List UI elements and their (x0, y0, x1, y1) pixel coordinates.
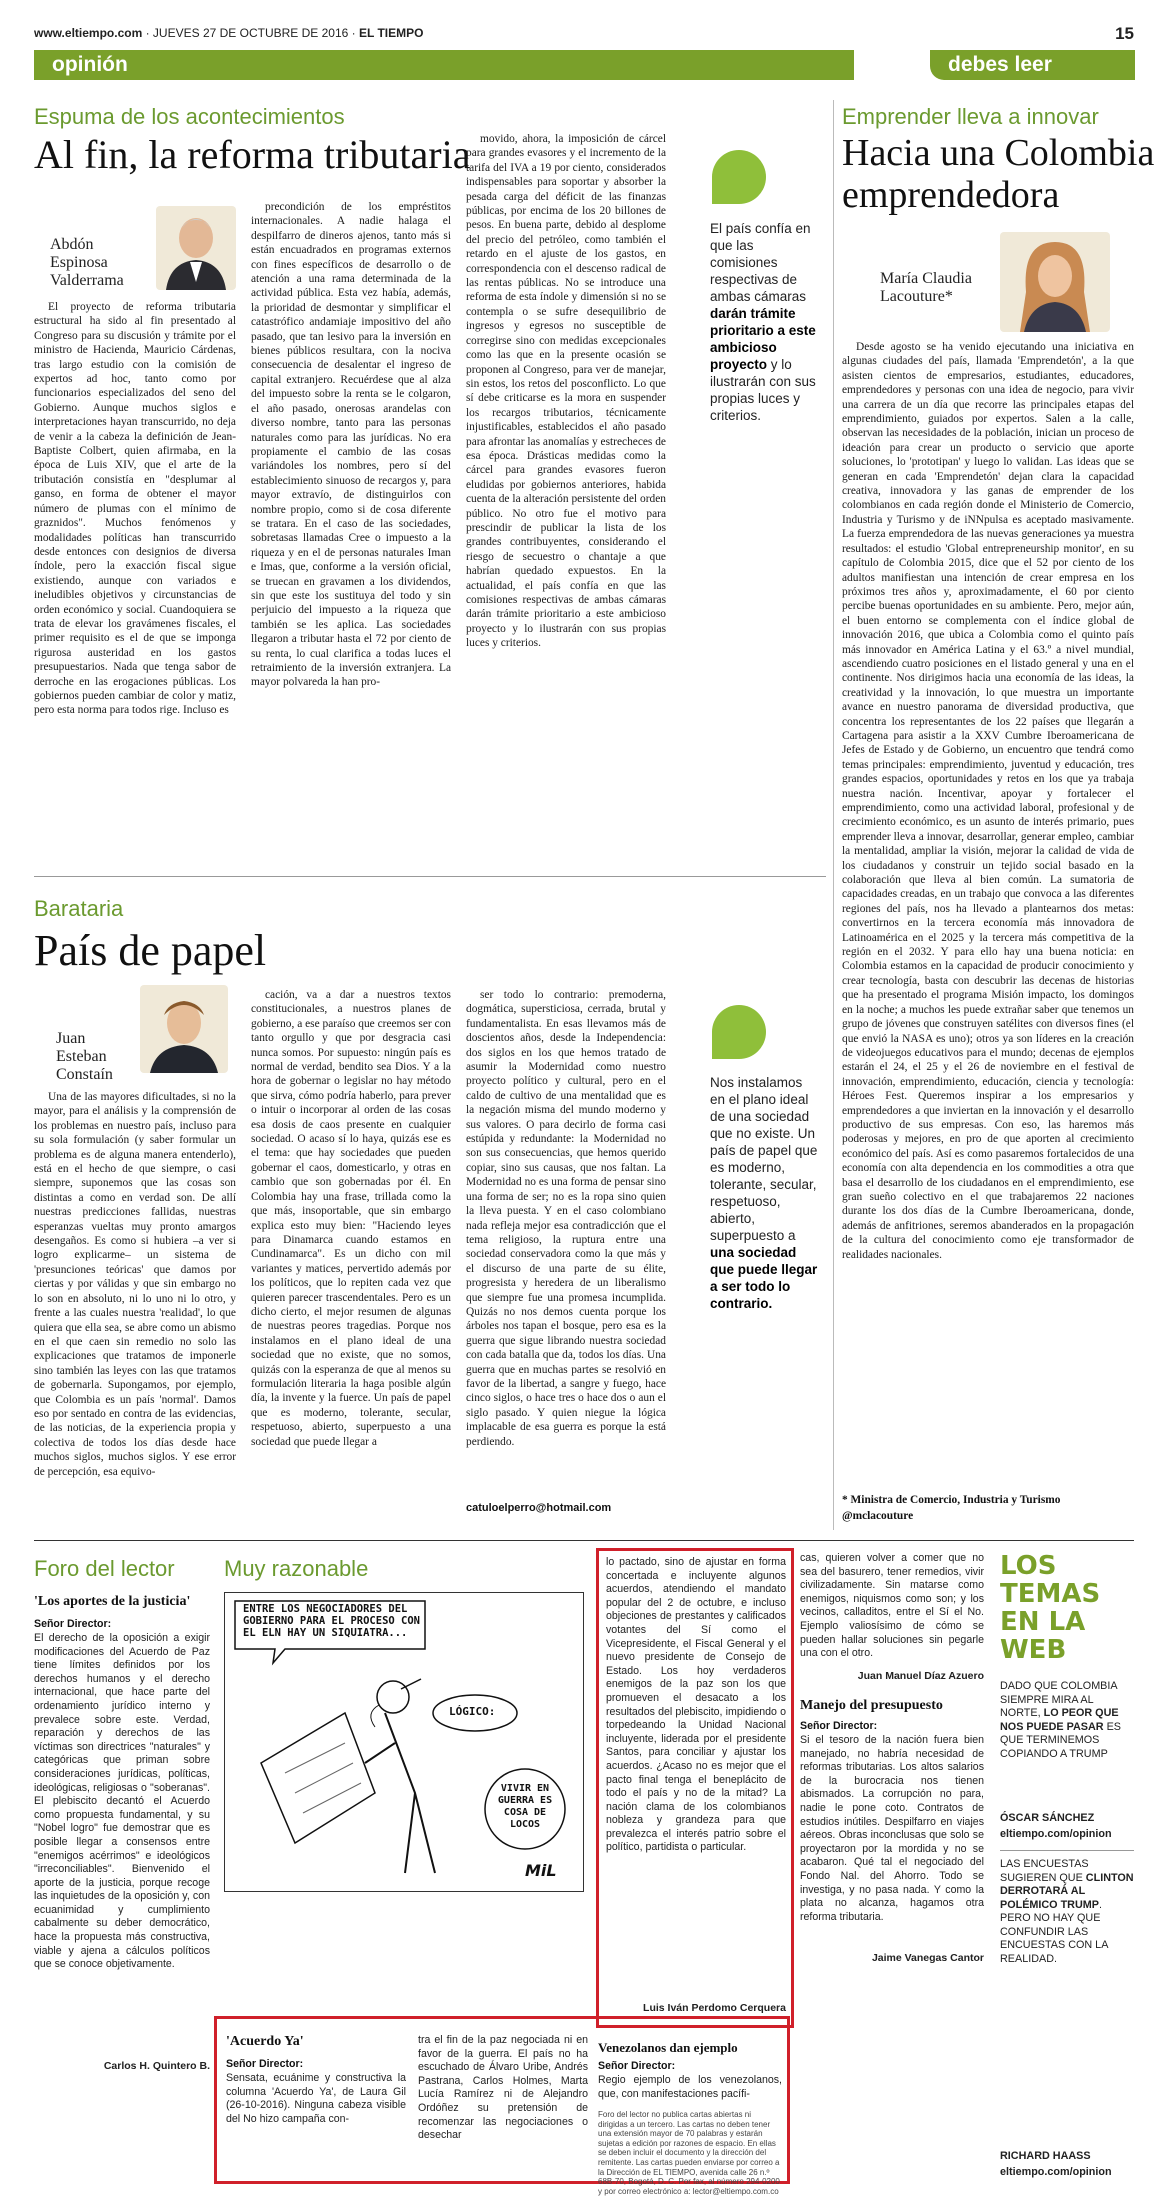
foro-title: Foro del lector (34, 1556, 175, 1581)
author-portrait-2 (1000, 232, 1110, 332)
author-portrait-3 (140, 985, 228, 1073)
cartoon-panel (224, 1592, 584, 1892)
letter-presup-body: Si el tesoro de la nación fuera bien manejado, no habría necesidad de reformas tributarias. Los altos salarios de la burocracia nos tienen abismados. La corrupción no para, nadie le pone coto. Contratos de estudios inútiles. Despilfarro en viajes aéreos. Obras inconclusas que solo se proyectaron por la mordida y no se acabaron. Qué tal el negociado del Fondo Nal. del Ahorro. Todo se investiga, y no pasa nada. Y como la plata no alcanza, hagamos otra reforma tributaria. (800, 1734, 984, 1923)
web-title-line: EN LA (1000, 1607, 1086, 1637)
page-number: 15 (1115, 24, 1134, 43)
cartoonist-signature: MiL (525, 1861, 557, 1880)
letter1-body: El derecho de la oposición a exigir modificaciones del Acuerdo de Paz tiene límites definidos por los derechos humanos y el derecho internacional, que hace parte del ordenamiento jurídico interno y prevalece sobre este. Verdad, reparación y derechos de las víctimas son directrices "naturales" y categóricas que priman sobre consideraciones jurídicas, políticas, ideológicas, religiosas o "soberanas". El plebiscito decantó el Acuerdo como propuesta fundamental, y su "Nobel logro" fue demostrar que es posible llegar a consensos entre "enemigos acérrimos" e ideológicos "irreconciliables". Bienvenido el aporte de la justicia, porque recoge las inquietudes de la oposición y, con ecuanimidad y cumplimiento cabalmente su deber democrático, hace la propuesta más constructiva, viable y ajena a cálculos políticos que se conoce objetivamente. (34, 1632, 210, 1971)
issue-date: JUEVES 27 DE OCTUBRE DE 2016 (152, 26, 349, 40)
letter1-greeting: Señor Director: (34, 1618, 112, 1630)
article2-footnote: * Ministra de Comercio, Industria y Turismo (842, 1494, 1061, 1506)
web-item-2-author: RICHARD HAASS (1000, 2150, 1091, 2162)
article2-twitter-handle[interactable]: @mclacouture (842, 1510, 914, 1522)
web-title-line: TEMAS (1000, 1579, 1101, 1609)
letter-pactado-signature: Luis Iván Perdomo Cerquera (643, 2002, 786, 2014)
web-item-2-link[interactable]: eltiempo.com/opinion (1000, 2166, 1112, 2178)
web-divider (1000, 1850, 1134, 1851)
letter-venez-title: Venezolanos dan ejemplo (598, 2040, 738, 2055)
article1-column-3: movido, ahora, la imposición de cárcel para grandes evasores y el incremento de la tarifa del IVA a 19 por ciento, considerados indispensables para soportar y absorber la pesada carga del déficit de las finanzas públicas, por encima de los 20 billones de pesos. En buena parte, debido al desplome del precio del petróleo, como también el retardo en el ajuste de los gastos, en correspondencia con el descenso radical de las rentas públicas. No se introduce una reforma de esta índole y dimensión si no se contempla o se sufre desequilibrio de ingresos y egresos no susceptible de corregirse sino con medidas excepcionales como las que en la presente ocasión se proponen al Congreso, para ver de manejar, sin estos, los retos del posconflicto. Lo que sí debe criticarse es la mora en suspender los recargos tributarios, técnicamente injustificables, establecidos el año pasado para afrontar las anomalías y estrecheces de esa época. Drásticas medidas como la cárcel para grandes evasores fueron eludidas por gobiernos anteriores, habida cuenta de la alteración persistente del orden público. No otro fue el motivo para prescindir de publicar la lista de los grandes contribuyentes, considerando el riesgo de secuestro o chantaje a que habrían quedado expuestos. En la actualidad, el país confía en que las comisiones respectivas de ambas cámaras darán trámite prioritario a este ambicioso proyecto y lo ilustrarán con sus propias luces y criterios. (466, 133, 666, 650)
section-bar-opinion (34, 50, 854, 80)
article1-title: Al fin, la reforma tributaria (34, 132, 471, 177)
letter-acuerdo-greeting: Señor Director: (226, 2058, 304, 2070)
web-section-title (1000, 1552, 1134, 1664)
cartoon-bubble-1: ENTRE LOS NEGOCIADORES DEL GOBIERNO PARA EL PROCESO CON EL ELN HAY UN SIQUIATRA... (243, 1603, 421, 1639)
site-url: www.eltiempo.com (34, 26, 143, 40)
web-item-1-author: ÓSCAR SÁNCHEZ (1000, 1812, 1095, 1824)
letter-presup-greeting: Señor Director: (800, 1720, 878, 1732)
letter-caracas-signature: Juan Manuel Díaz Azuero (857, 1670, 984, 1682)
article2-body: Desde agosto se ha venido ejecutando una iniciativa en algunas ciudades del país, llamada 'Emprendetón', a la que asisten cientos de empresarios, estudiantes, educadores, emprendedores y personas con una idea de negocio, para vivir una carrera de un día que recorre las principales etapas del emprendimiento, guiados por expertos. Salen a la calle, observan las necesidades de la población, inician un proceso de ideación para crear un producto o servicio que aporte soluciones, lo 'prototipan' y luego lo validan. Las ideas que se generan en cada 'Emprendetón' dejan clara la capacidad creativa, innovadora y las ganas de emprender de los colombianos en cada región donde el Ministerio de Comercio, Industria y Turismo y de iNNpulsa es aceptado masivamente. La fuerza emprendedora de las nuevas generaciones ya muestra resultados: el estudio 'Global entrepreneurship monitor', en su capítulo de Colombia 2015, dice que el 52 por ciento de los adultos manifiestan una intención de crear empresa en los próximos tres años y, aproximadamente, el 60 por ciento percibe buenas oportunidades en su ambiente. Pero, mejor aún, el buen entorno se complementa con el índice global de innovación 2016, que ubica a Colombia como el quinto país más innovador en América Latina y el 63.º a nivel mundial, ascendiendo cuatro posiciones en el listado general y una en el continente. Nos dirigimos hacia una economía de las ideas, la creatividad y la innovación, lo que muestra un importante avance en nuestro panorama de diversidad productiva, que concentra los representantes de los 22 países que llegarán a Cartagena para asistir a la XXV Cumbre Iberoamericana de Jefes de Estado y de Gobierno, un encuentro que tendrá como temas principales: emprendimiento, juventud y educación, tres grandes espacios, oportunidades y retos en los que ya trabaja nuestra nación. Incentivar, apoyar y fortalecer el emprendimiento, como una actividad laboral, profesional y de crecimiento económico, es un asunto de interés primario, pues emprender lleva a innovar, desarrollar, generar empleo, cambiar la mentalidad, ampliar la visión, mejorar la calidad de vida de los ciudadanos y construir un tejido social basado en la colaboración que lleva al bien común. La sumatoria de capacidades creadas, en un trabajo que convoca a las diferentes regiones del país, nos ha llevado a plantearnos dos metas: convertirnos en la tercera economía más innovadora de Latinoamérica en el 2025 y la tercera más competitiva de la región en el 2032. Y para ello hay una buena noticia: en Colombia estamos en la capacidad de producir conocimiento y crear tecnología, basta con descubrir las decenas de historias que ha presentado el programa Misión impacto, los domingos en la noche; a muchos les puede extrañar saber que tenemos un grupo de jóvenes que construyen satélites con diversos fines (el que envió la NASA es uno); otros ya son líderes en la creación de videojuegos educativos para el mundo; decenas de ejemplos estarán el 24, el 25 y el 26 de noviembre en el festival de innovación, emprendimiento, educación, ciencia y tecnología: Héroes Fest. Queremos inspirar a los empresarios y emprendedores a que inviertan en la innovación y el desarrollo productivo de sus empresas. Con eso, las haremos más poderosas y mejores, en pro de que aporten al crecimiento económico del país. Así es como pasaremos fortalecidos de una economía con alta dependencia en los commodities a otra que basa el desarrollo de los ciudadanos en el emprendimiento, ese gran sueño colectivo en el que trabajaremos 22 naciones durante los dos días de la Cumbre Iberoamericana, donde, además de anfitriones, seremos abanderados en la propagación de la cultura del conocimiento como eje transformador de realidades nacionales. (842, 341, 1134, 1261)
letter-acuerdo-body-1: Sensata, ecuánime y constructiva la columna 'Acuerdo Ya', de Laura Gil (26-10-2016). Ninguna cabeza visible del No hizo campaña con- (226, 2072, 406, 2125)
article2-author: María Claudia Lacouture* (880, 270, 972, 305)
letter1-signature: Carlos H. Quintero B. (103, 2060, 210, 2072)
article1-author: Abdón Espinosa Valderrama (50, 236, 124, 289)
article1-kicker: Espuma de los acontecimientos (34, 104, 345, 129)
article3-kicker: Barataria (34, 896, 124, 921)
article2-kicker: Emprender lleva a innovar (842, 104, 1099, 129)
letter-pactado-body: lo pactado, sino de ajustar en forma concertada e incluyente algunos acuerdos, atendiendo el mandato popular del 2 de octubre, e incluso objeciones de prestantes y calificados votantes del Sí como el Vicepresidente, el Fiscal General y el nuevo presidente de Consejo de Estado. Los hoy verdaderos enemigos de la paz son los que promueven el desacato a los resultados del plebiscito, impidiendo o torpedeando la Unidad Nacional incluyente, liderada por el presidente Santos, para conciliar y ajustar los acuerdos. ¿Acaso no es mejor que el pacto final tenga el beneplácito de todo el país y no de la mitad? La nación clama de los colombianos nobleza y grandeza para que prevalezca el interés patrio sobre el político, partidista o particular. (606, 1556, 786, 1854)
article3-pull-quote: Nos instalamos en el plano ideal de una sociedad que no existe. Un país de papel que es moderno, tolerante, secular, respetuoso, abierto, superpuesto a una sociedad que puede llegar a ser todo lo contrario. (710, 1075, 818, 1311)
letter-venez-body: Regio ejemplo de los venezolanos, que, con manifestaciones pacífi- (598, 2074, 782, 2100)
section-label-right: debes leer (948, 53, 1052, 76)
web-item-1: DADO QUE COLOMBIA SIEMPRE MIRA AL NORTE, LO PEOR QUE NOS PUEDE PASAR ES QUE TERMINEMOS COPIANDO A TRUMP (1000, 1680, 1121, 1760)
article3-email[interactable]: catuloelperro@hotmail.com (466, 1502, 612, 1514)
web-title-line: LOS (1000, 1551, 1057, 1581)
section-bar-debes-leer (930, 50, 1135, 80)
article2-title-line1: Hacia una Colombia (842, 132, 1155, 174)
web-item-2: LAS ENCUESTAS SUGIEREN QUE CLINTON DERROTARÁ AL POLÉMICO TRUMP. PERO NO HAY QUE CONFUNDIR LAS ENCUESTAS CON LA REALIDAD. (1000, 1858, 1134, 1965)
bottom-section-divider (34, 1540, 1134, 1541)
quote-mark-icon (712, 150, 766, 204)
article3-title: País de papel (34, 926, 267, 975)
paper-name: EL TIEMPO (359, 26, 424, 40)
cartoon-bubble-2: LÓGICO: (449, 1705, 496, 1718)
letter-venez-greeting: Señor Director: (598, 2060, 676, 2072)
author-portrait-1 (156, 206, 236, 290)
article3-column-2: cación, va a dar a nuestros textos constitucionales, a nuestros planes de gobierno, a ese paraíso que creemos ser con tanto orgullo y que por desgracia casi nunca somos. Por supuesto: ningún país es normal de verdad, bendito sea Dios. Y a la hora de gobernar o legislar no hay método que sirva, cómo podría haberlo, para prever o intuir o incorporar al orden de las cosas esa dosis de caos presente en cualquier sociedad. O acaso sí lo haya, quizás ese es el tema: que hay sociedades que pueden gobernar el caos, domesticarlo, y otras en cambio que son gobernadas por él. En Colombia hay una frase, trillada como la que más, insoportable, que sin embargo explica esto muy bien: "Haciendo leyes para Dinamarca cuando estamos en Cundinamarca". Es un dicho con mil variantes y matices, pervertido además por los políticos, que lo repiten cada vez que quieren parecer trascendentales. Pero es un dicho cierto, el mejor resumen de algunas de nuestras peores tragedias. Porque nos instalamos en el plano ideal de una sociedad que no existe, que no somos, quizás con la esperanza de que al menos su formulación literaria la haga posible algún día, la invente y la fuerce. Un país de papel que es moderno, tolerante, secular, respetuoso, abierto, superpuesto a una sociedad que puede llegar a (251, 989, 451, 1448)
letter-acuerdo-body-2: tra el fin de la paz negociada ni en favor de la guerra. El país no ha escuchado de Álvaro Uribe, Andrés Pastrana, Carlos Holmes, Marta Lucía Ramírez ni de Alejandro Ordóñez su pretensión de recomenzar las negociaciones o desechar (418, 2034, 588, 2142)
article2-title-line2: emprendedora (842, 174, 1060, 216)
page-header: www.eltiempo.com · JUEVES 27 DE OCTUBRE DE 2016 · EL TIEMPO 15 (34, 24, 1134, 43)
article1-column-1: El proyecto de reforma tributaria estructural ha sido al fin presentado al Congreso para su discusión y trámite por el ministro de Hacienda, Mauricio Cárdenas, tras largo estudio con la comisión de expertos ad hoc, tanto como por funcionarios especializados del seno del Gobierno. Aunque muchos siglos e interpretaciones hayan transcurrido, no deja de venir a la cabeza la definición de Jean-Baptiste Colbert, quien afirmaba, en la época de Luis XIV, que el arte de la tributación consistía en "desplumar al ganso, en forma de obtener el mayor número de plumas con el mínimo de graznidos". Muchos fenómenos y modalidades políticas han transcurrido desde entonces con designios de diversa índole, pero la exacción fiscal sigue existiendo, aunque con variados e ineludibles objetivos y circunstancias de orden económico y social. Cuandoquiera se trata de elevar los gravámenes fiscales, el primer requisito es el de que se imponga rigurosa austeridad en los gastos presupuestarios. Nada que tenga sabor de derroche en las erogaciones públicas. Los gobiernos pueden cambiar de color y matiz, pero esta norma para todos rige. Incluso es (34, 301, 236, 717)
web-item-1-link[interactable]: eltiempo.com/opinion (1000, 1828, 1112, 1840)
column-divider (833, 100, 834, 1530)
article3-column-3: ser todo lo contrario: premoderna, dogmática, supersticiosa, cerrada, brutal y fundamentalista. En esas llevamos más de doscientos años, desde la Independencia: dos siglos en los que hemos tratado de asumir la Modernidad como nuestro proyecto político y cultural, pero en el caldo de cultivo de una mentalidad que es la negación misma del mundo moderno y sus valores. O para decirlo de forma casi estúpida y redundante: la Modernidad no son sus consecuencias, que hemos querido copiar, sino sus causas, que nos faltan. La Modernidad no es una forma de pensar sino una forma de ser; no es la ropa sino quien la lleva puesta. Y en el caso colombiano nada refleja mejor esa contradicción que el tema religioso, la ruptura entre una sociedad conservadora como la que más y el discurso de una parte de su élite, progresista y heredera de un liberalismo que siempre fue una promesa incumplida. Quizás no nos demos cuenta porque los árboles nos tapan el bosque, pero esa es la guerra que sigue librando nuestra sociedad con cada batalla que da, todos los días. Una guerra que en muchas partes se resolvió en favor de la libertad, a sangre y fuego, hace cinco siglos, o hace tres o hace dos o aun el siglo pasado. Y quien niegue la lógica implacable de esa guerra es porque la está perdiendo. (466, 989, 666, 1448)
article-divider (34, 876, 826, 877)
article1-column-2: precondición de los empréstitos internacionales. A nadie halaga el despilfarro de dineros ajenos, tanto más si están encuadrados en programas externos con fines específicos de desarrollo o de atención a una rama determinada de la actividad pública. Esta vez había, además, la prioridad de desmontar y simplificar el catastrófico andamiaje impositivo del año pasado, que tan lesivo para la inversión en bienes públicos resultara, con la nociva consecuencia de desalentar el ingreso de capital extranjero. Recuérdese que al alza del impuesto sobre la renta se le colgaron, el año pasado, onerosas arandelas con diverso nombre, tanto para las personas naturales como para las jurídicas. No era propiamente el cambio de las cosas variándoles los nombres, pero sí del establecimiento sinuoso de recargos y, para mayor extravío, de distinguirlos con nombre propio, como si de cosa diferente se tratara. En el caso de las sociedades, sobretasas llamadas Cree o impuesto a la riqueza y en el de personas naturales Iman e Imas, que, conforme a la versión oficial, se truecan en gravamen a los dividendos, sin que este los sustituya del todo y sin perjuicio del impuesto a la riqueza que también se les aplica. Las sociedades llegaron a tributar hasta el 72 por ciento de su renta, lo cual clarifica a todas luces el retraimiento de la inversión extranjera. La mayor polvareda la han pro- (251, 201, 451, 689)
cartoon-title: Muy razonable (224, 1556, 369, 1581)
letter-presup-signature: Jaime Vanegas Cantor (871, 1952, 984, 1964)
article3-column-1: Una de las mayores dificultades, si no la mayor, para el análisis y la comprensión de los problemas en nuestro país, incluso para su sola formulación (y saber formular un problema es de alguna manera entenderlo), está en el hecho de que siempre, o casi siempre, suponemos que las cosas son distintas a como en verdad son. De allí nuestras predicciones fallidas, nuestras esperanzas vueltas muy pronto amargos desengaños. Es como si hubiera –a ver si logro explicarme– un sistema de 'presunciones teóricas' que damos por ciertas y por válidas y que sin embargo no lo son en absoluto, ni lo uno ni lo otro, y frente a las cuales nuestra 'realidad', lo que quiera que ella sea, se abre como un abismo en el que caen sin remedio no solo las explicaciones que tratamos de imponerle sino también las leyes con las que tratamos de gobernarla. Supongamos, por ejemplo, que Colombia es un país 'normal'. Damos eso por sentado en contra de las evidencias, de las noticias, de la experiencia propia y colectiva de todos los días desde hace muchos siglos, muchos siglos. Y ese error de percepción, esa equivo- (34, 1091, 236, 1478)
web-title-line: WEB (1000, 1635, 1067, 1665)
fine-print: Foro del lector no publica cartas abiertas ni dirigidas a un tercero. Las cartas no deben tener una extensión mayor de 70 palabras y estarán sujetas a edición por razones de espacio. En ellas se deben incluir el documento y la dirección del remitente. Las cartas pueden enviarse por correo a la Dirección de EL TIEMPO, avenida calle 26 n.º 68B-70, Bogotá, D. C. Por fax, al número 294-0200 y por correo electrónico a: lector@eltiempo.com.co (598, 2110, 780, 2196)
cartoon-bubble-3: VIVIR EN GUERRA ES COSA DE LOCOS (497, 1783, 553, 1830)
letter-presup-title: Manejo del presupuesto (800, 1698, 943, 1713)
article1-pull-quote: El país confía en que las comisiones respectivas de ambas cámaras darán trámite prioritario a este ambicioso proyecto y lo ilustrarán con sus propias luces y criterios. (710, 221, 816, 423)
article3-author: Juan Esteban Constaín (56, 1030, 113, 1083)
section-label: opinión (52, 53, 128, 76)
quote-mark-icon-2 (712, 1005, 766, 1059)
letter1-title: 'Los aportes de la justicia' (34, 1594, 191, 1609)
letter-caracas-body: cas, quieren volver a comer que no sea del basurero, tener remedios, vivir civilizadamente. Sin matarse como enemigos, niquismos como son; y los vecinos, calladitos, entre el Sí el No. Ejemplo valiosísimo de cómo se pueden hallar soluciones sin pegarle una con el otro. (800, 1552, 984, 1660)
letter-acuerdo-title: 'Acuerdo Ya' (226, 2034, 304, 2049)
